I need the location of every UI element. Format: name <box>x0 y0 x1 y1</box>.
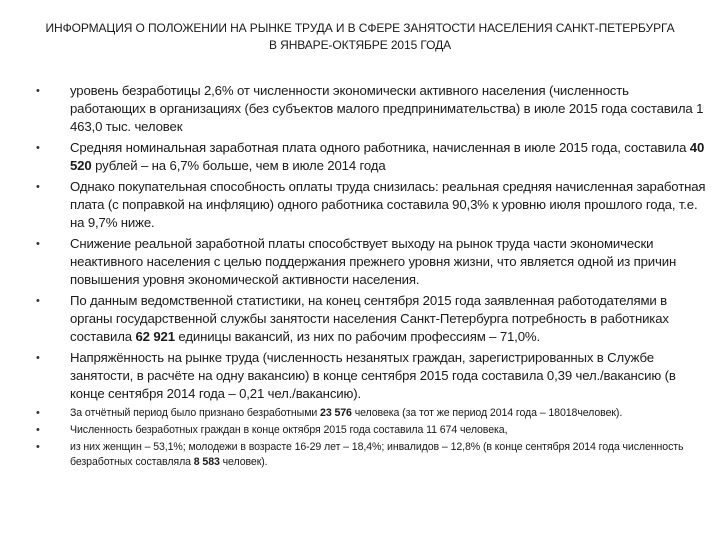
list-item <box>36 292 706 346</box>
list-item <box>36 178 706 232</box>
list-item <box>36 349 706 403</box>
page-title <box>20 20 700 54</box>
list-item <box>36 139 706 175</box>
bullet-list <box>36 82 706 472</box>
list-item-text: По данным ведомственной статистики, на конец сентября 2015 года заявленная работодателями в органы государственной службы занятости населения Санкт-Петербурга потребность в работниках составила <box>70 293 669 344</box>
list-item-text: рублей – на 6,7% больше, чем в июле 2014 года <box>91 158 386 173</box>
bullet-icon: • <box>36 238 40 250</box>
list-item <box>36 235 706 289</box>
list-item <box>36 423 706 438</box>
highlight-value: 8 583 <box>193 456 220 468</box>
title-line-1: ИНФОРМАЦИЯ О ПОЛОЖЕНИИ НА РЫНКЕ ТРУДА И В СФЕРЕ ЗАНЯТОСТИ НАСЕЛЕНИЯ САНКТ-ПЕТЕРБУРГА <box>45 21 675 35</box>
bullet-icon: • <box>36 181 40 193</box>
list-item-text: единицы вакансий, из них по рабочим профессиям – 71,0%. <box>174 329 540 344</box>
list-item-text: уровень безработицы 2,6% от численности экономически активного населения (численность работающих в организациях (без субъектов малого предпринимательства) в июле 2015 года составила 1 463,0 тыс. человек <box>70 83 704 134</box>
bullet-icon: • <box>36 407 40 419</box>
bullet-icon: • <box>36 441 40 453</box>
list-item-text: Однако покупательная способность оплаты труда снизилась: реальная средняя начисленная заработная плата (с поправкой на инфляцию) одного работника составила 90,3% к уровню июля прошлого года, т.е. на 9,7% ниже. <box>70 179 706 230</box>
list-item-text: человека (за тот же период 2014 года – 18018человек). <box>351 407 623 419</box>
highlight-value: 40 520 <box>70 140 705 173</box>
bullet-icon: • <box>36 85 40 97</box>
list-item-text: Численность безработных граждан в конце октября 2015 года составила 11 674 человека, <box>70 424 508 436</box>
list-item-text: Снижение реальной заработной платы способствует выходу на рынок труда части экономически неактивного населения с целью поддержания прежнего уровня жизни, что является одной из причин повышения уровня экономической активности населения. <box>70 236 677 287</box>
title-line-2: В ЯНВАРЕ-ОКТЯБРЕ 2015 ГОДА <box>268 38 451 52</box>
bullet-icon: • <box>36 424 40 436</box>
list-item <box>36 440 706 470</box>
bullet-icon: • <box>36 142 40 154</box>
list-item <box>36 82 706 136</box>
list-item-text: из них женщин – 53,1%; молодежи в возрасте 16-29 лет – 18,4%; инвалидов – 12,8% (в конце сентября 2014 года численность безработных составляла <box>70 441 684 468</box>
list-item-text: Напряжённость на рынке труда (численность незанятых граждан, зарегистрированных в Службе занятости, в расчёте на одну вакансию) в конце сентября 2015 года составила 0,39 чел./вакансию (в конце сентября 2014 года – 0,21 чел./вакансию). <box>70 350 676 401</box>
list-item-text: человек). <box>219 456 268 468</box>
list-item <box>36 406 706 421</box>
list-item-text: Средняя номинальная заработная плата одного работника, начисленная в июле 2015 года, составила <box>70 140 690 155</box>
highlight-value: 62 921 <box>135 329 175 344</box>
bullet-icon: • <box>36 352 40 364</box>
list-item-text: За отчётный период было признано безработными <box>70 407 321 419</box>
highlight-value: 23 576 <box>320 407 352 419</box>
bullet-icon: • <box>36 295 40 307</box>
